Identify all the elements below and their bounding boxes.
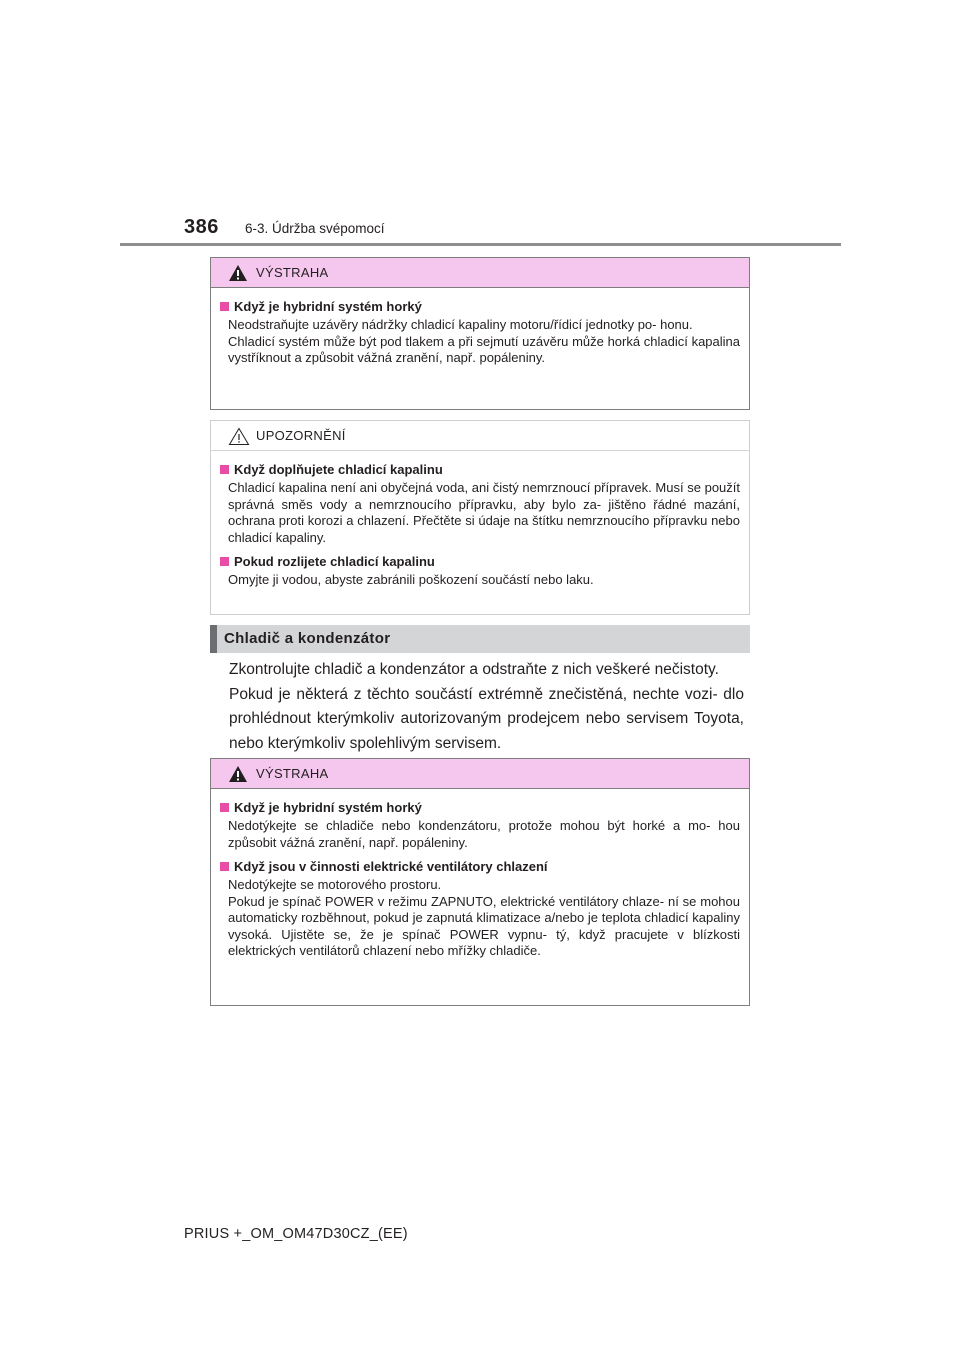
body-text [229, 658, 744, 756]
warning-item [220, 858, 740, 960]
caution-item-title: Pokud rozlijete chladicí kapalinu [234, 554, 435, 569]
caution-item [220, 553, 740, 589]
warning-item [220, 298, 740, 367]
footer-doc-code: PRIUS +_OM_OM47D30CZ_(EE) [184, 1226, 408, 1242]
caution-label: UPOZORNĚNÍ [256, 428, 346, 443]
warning-item-title: Když jsou v činnosti elektrické ventilátory chlazení [234, 859, 548, 874]
caution-item-text: Chladicí kapalina není ani obyčejná voda, ani čistý nemrznoucí přípravek. Musí se použít správná směs vody a nemrznoucího přípravku, aby bylo za- jištěno řádné mazání, ochrana proti korozi a chlazení. Přečtěte si údaje na štítku nemrznoucího přípravku nebo chladicí kapaliny. [228, 480, 740, 545]
warning-item-text: Neodstraňujte uzávěry nádržky chladicí kapaliny motoru/řídicí jednotky po- honu. [228, 317, 693, 332]
warning-item-text: Nedotýkejte se chladiče nebo kondenzátoru, protože mohou být horké a mo- hou způsobit vážná zranění, např. popáleniny. [228, 818, 740, 850]
caution-box-header [211, 421, 749, 451]
caution-icon [228, 427, 250, 446]
warning-label: VÝSTRAHA [256, 766, 329, 781]
warning-box-bottom [210, 758, 750, 1006]
warning-item [220, 799, 740, 851]
bullet-square-icon [220, 803, 229, 812]
header-rule [120, 243, 841, 246]
bullet-square-icon [220, 465, 229, 474]
bullet-square-icon [220, 557, 229, 566]
caution-item-text: Omyjte ji vodou, abyste zabránili poškození součástí nebo laku. [228, 572, 594, 587]
bullet-square-icon [220, 862, 229, 871]
warning-item-title: Když je hybridní systém horký [234, 299, 422, 314]
page-number: 386 [184, 216, 219, 238]
warning-box-header [211, 258, 749, 288]
warning-label: VÝSTRAHA [256, 265, 329, 280]
warning-box-header [211, 759, 749, 789]
warning-item-text: Chladicí systém může být pod tlakem a při sejmutí uzávěru může horká chladicí kapalina vystříknout a způsobit vážná zranění, např. popáleniny. [228, 333, 740, 365]
subheading [210, 625, 750, 653]
caution-item [220, 461, 740, 546]
warning-box-top [210, 257, 750, 410]
warning-item-text: Pokud je spínač POWER v režimu ZAPNUTO, elektrické ventilátory chlaze- ní se mohou automaticky rozběhnout, pokud je zapnutá klimatizace a/nebo je teplota chladicí kapaliny vysoká. Ujistěte se, že je spínač POWER vypnu- tý, když pracujete v blízkosti elektrických ventilátorů chlazení nebo mřížky chladiče. [228, 893, 740, 958]
body-paragraph: Pokud je některá z těchto součástí extrémně znečistěná, nechte vozi- dlo prohlédnout kterýmkoliv autorizovaným prodejcem nebo servisem Toyota, nebo kterýmkoliv spolehlivým servisem. [229, 685, 744, 752]
warning-icon [228, 264, 248, 282]
section-title: 6-3. Údržba svépomocí [245, 221, 385, 236]
bullet-square-icon [220, 302, 229, 311]
caution-item-title: Když doplňujete chladicí kapalinu [234, 462, 443, 477]
warning-icon [228, 765, 248, 783]
warning-item-text: Nedotýkejte se motorového prostoru. [228, 877, 442, 892]
body-paragraph: Zkontrolujte chladič a kondenzátor a odstraňte z nich veškeré nečistoty. [229, 661, 719, 678]
subheading-text: Chladič a kondenzátor [224, 630, 391, 647]
warning-item-title: Když je hybridní systém horký [234, 800, 422, 815]
caution-box [210, 420, 750, 615]
